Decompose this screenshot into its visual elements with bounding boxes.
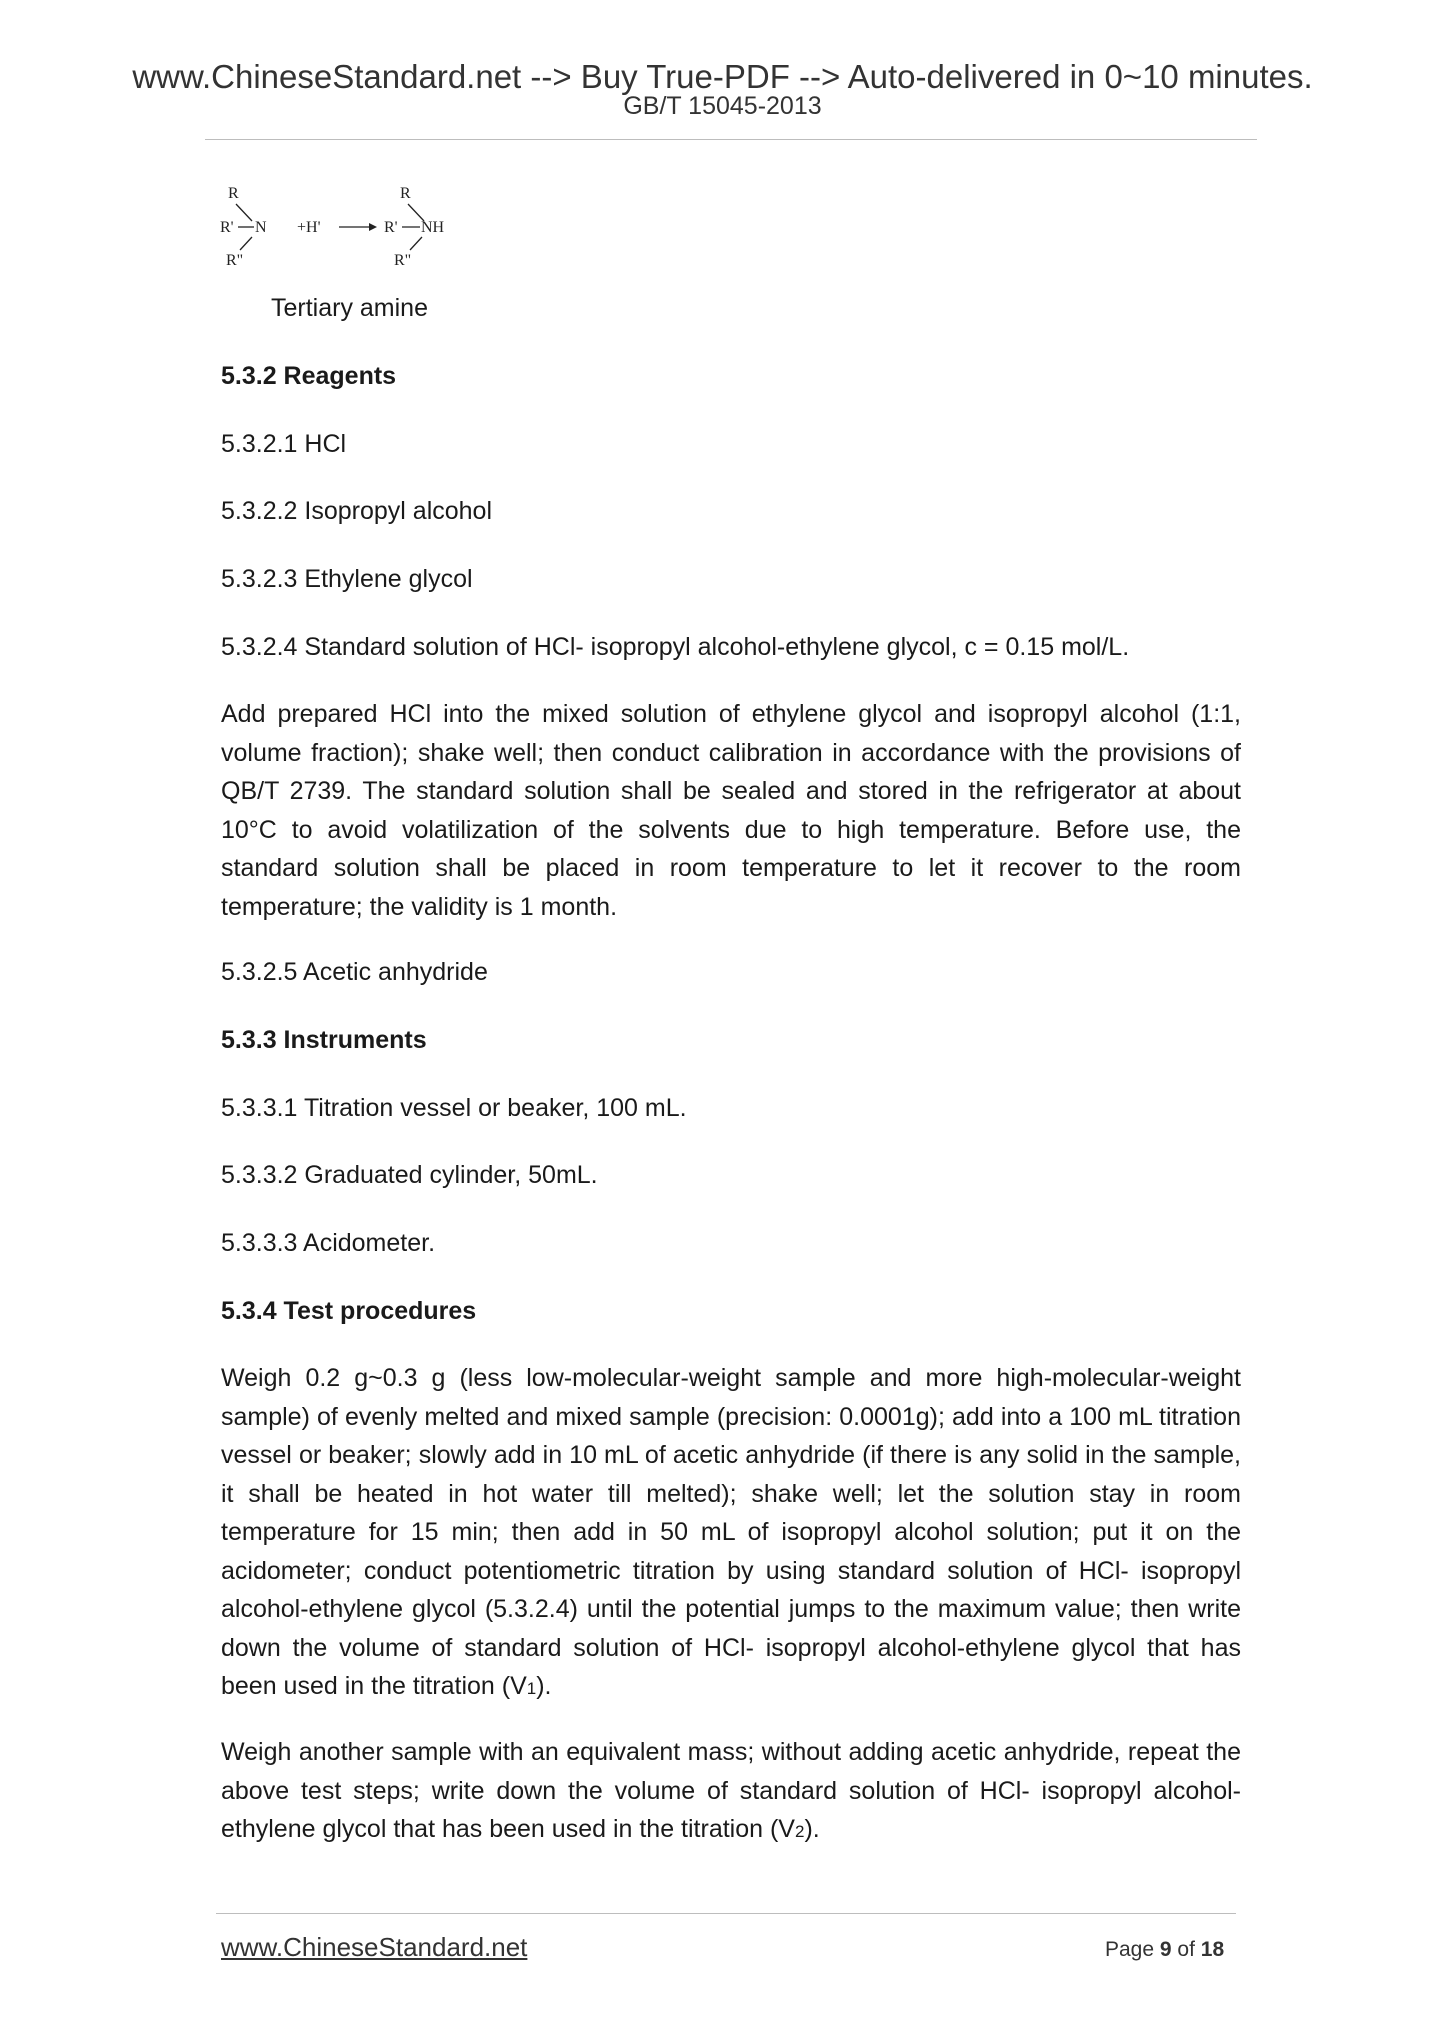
reaction-r-right: R [400, 185, 411, 202]
instrument-graduated-cylinder: 5.3.3.2 Graduated cylinder, 50mL. [221, 1161, 598, 1189]
reagent-acetic-anhydride: 5.3.2.5 Acetic anhydride [221, 958, 488, 986]
paragraph-end: ). [536, 1672, 552, 1700]
reagent-isopropyl-alcohol: 5.3.2.2 Isopropyl alcohol [221, 497, 493, 525]
section-heading-test-procedures: 5.3.4 Test procedures [221, 1297, 477, 1325]
section-heading-instruments: 5.3.3 Instruments [221, 1026, 427, 1054]
instrument-titration-vessel: 5.3.3.1 Titration vessel or beaker, 100 mL. [221, 1094, 687, 1122]
standard-solution-paragraph: Add prepared HCl into the mixed solution of ethylene glycol and isopropyl alcohol (1:1, volume fraction); shake well; then conduct calibration in accordance with the provisions of QB/T 2739. The standard solution shall be sealed and stored in the refrigerator at about 10°C to avoid volatilization of the solvents due to high temperature. Before use, the standard solution shall be placed in room temperature to let it recover to the room temperature; the validity is 1 month. [221, 700, 1241, 921]
of-label: of [1177, 1938, 1195, 1961]
reaction-rprime-left: R' [220, 219, 234, 236]
test-procedure-paragraph-1 [221, 1359, 1241, 1709]
paragraph-text: Weigh 0.2 g~0.3 g (less low-molecular-weight sample and more high-molecular-weight sample) of evenly melted and mixed sample (precision: 0.0001g); add into a 100 mL titration vessel or beaker; slowly add in 10 mL of acetic anhydride (if there is any solid in the sample, it shall be heated in hot water till melted); shake well; let the solution stay in room temperature for 15 min; then add in 50 mL of isopropyl alcohol solution; put it on the acidometer; conduct potentiometric titration by using standard solution of HCl- isopropyl alcohol-ethylene glycol (5.3.2.4) until the potential jumps to the maximum value; then write down the volume of standard solution of HCl- isopropyl alcohol-ethylene glycol that has been used in the titration (V [221, 1364, 1241, 1700]
section-heading-reagents: 5.3.2 Reagents [221, 362, 397, 390]
reaction-rdouble-left: R" [226, 252, 244, 269]
instrument-acidometer: 5.3.3.3 Acidometer. [221, 1229, 436, 1257]
test-procedure-paragraph-2 [221, 1733, 1241, 1852]
reaction-rprime-right: R' [384, 219, 398, 236]
reaction-caption: Tertiary amine [271, 294, 428, 322]
page-label: Page [1105, 1938, 1155, 1961]
reaction-r-left: R [228, 185, 239, 202]
reaction-rdouble-right: R" [394, 252, 412, 269]
doc-id: GB/T 15045-2013 [623, 92, 822, 120]
paragraph-end: ). [804, 1815, 820, 1843]
reaction-n: N [255, 219, 267, 236]
paragraph-text: Weigh another sample with an equivalent mass; without adding acetic anhydride, repeat the above test steps; write down the volume of standard solution of HCl- isopropyl alcohol-ethylene glycol that has been used in the titration (V [221, 1738, 1241, 1843]
reaction-nh: NH [421, 219, 445, 236]
reagent-standard-solution: 5.3.2.4 Standard solution of HCl- isopropyl alcohol-ethylene glycol, c = 0.15 mol/L. [221, 633, 1130, 661]
reagent-ethylene-glycol: 5.3.2.3 Ethylene glycol [221, 565, 473, 593]
reagent-hcl: 5.3.2.1 HCl [221, 430, 347, 458]
footer-site-link[interactable]: www.ChineseStandard.net [221, 1932, 528, 1962]
page-total: 18 [1200, 1938, 1225, 1961]
subscript: 1 [526, 1679, 537, 1698]
tertiary-amine-reaction [222, 176, 482, 286]
subscript: 2 [794, 1822, 805, 1841]
page-indicator [1105, 1938, 1224, 1962]
header-banner: www.ChineseStandard.net --> Buy True-PDF --> Auto-delivered in 0~10 minutes. [132, 58, 1313, 95]
page-number: 9 [1159, 1938, 1172, 1961]
header-divider [205, 139, 1257, 140]
reaction-plus-h: +H' [297, 219, 321, 236]
footer-divider [216, 1913, 1236, 1914]
